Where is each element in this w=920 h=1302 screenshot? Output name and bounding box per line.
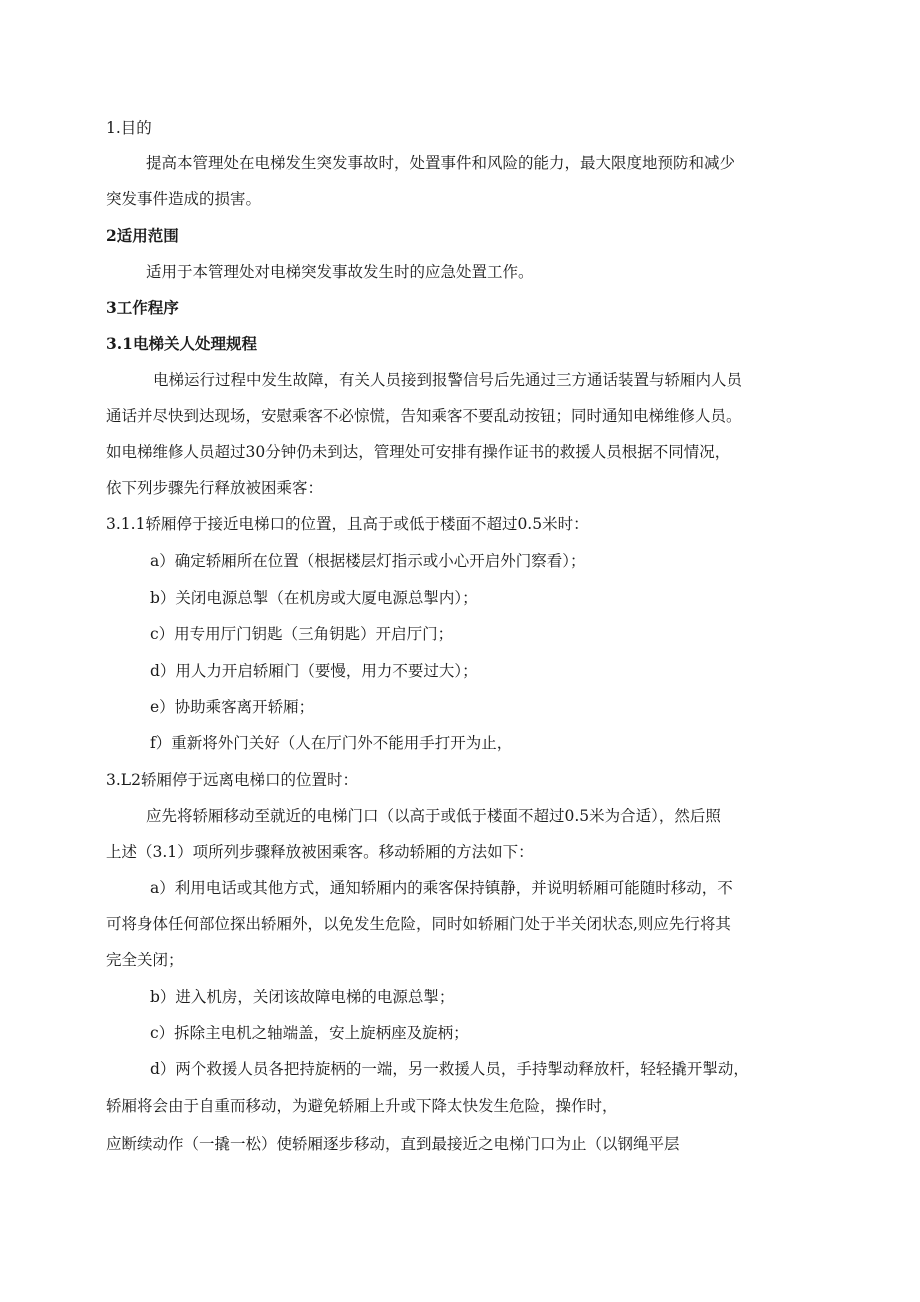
list-item: d）用人力开启轿厢门（要慢，用力不要过大）；: [150, 662, 478, 680]
section-3-1-1-heading: 3.1.1轿厢停于接近电梯口的位置，且高于或低于楼面不超过0.5米时：: [106, 515, 589, 533]
section-3-1-para-line: 依下列步骤先行释放被困乘客：: [106, 479, 324, 497]
section-2-heading: 2适用范围: [106, 226, 179, 245]
section-3-1-2-para-line: 应先将轿厢移动至就近的电梯门口（以高于或低于楼面不超过0.5米为合适），然后照: [146, 807, 721, 825]
list-item: a）确定轿厢所在位置（根据楼层灯指示或小心开启外门察看）；: [150, 552, 586, 570]
section-3-1-para-line: 通话并尽快到达现场，安慰乘客不必惊慌，告知乘客不要乱动按钮；同时通知电梯维修人员。: [106, 407, 742, 425]
section-1-para-line: 突发事件造成的损害。: [106, 190, 262, 208]
list-item-continuation: 可将身体任何部位探出轿厢外，以免发生危险，同时如轿厢门处于半关闭状态,则应先行将其: [106, 915, 731, 933]
section-2-para-line: 适用于本管理处对电梯突发事故发生时的应急处置工作。: [146, 263, 534, 281]
list-item: e）协助乘客离开轿厢；: [150, 698, 315, 716]
list-item: a）利用电话或其他方式，通知轿厢内的乘客保持镇静，并说明轿厢可能随时移动，不: [150, 879, 733, 897]
section-3-1-2-heading: 3.L2轿厢停于远离电梯口的位置时：: [106, 771, 358, 789]
list-item-continuation: 轿厢将会由于自重而移动，为避免轿厢上升或下降太快发生危险，操作时，: [106, 1097, 618, 1115]
section-3-1-para-line: 如电梯维修人员超过30分钟仍未到达，管理处可安排有操作证书的救援人员根据不同情况，: [106, 443, 731, 461]
section-1-heading: 1.目的: [106, 119, 152, 137]
list-item: b）进入机房，关闭该故障电梯的电源总掣；: [150, 988, 455, 1006]
list-item: c）用专用厅门钥匙（三角钥匙）开启厅门；: [150, 625, 454, 643]
section-1-para-line: 提高本管理处在电梯发生突发事故时，处置事件和风险的能力，最大限度地预防和减少: [146, 154, 736, 172]
section-3-1-para-line: 电梯运行过程中发生故障，有关人员接到报警信号后先通过三方通话装置与轿厢内人员: [153, 371, 743, 389]
list-item: c）拆除主电机之轴端盖，安上旋柄座及旋柄；: [150, 1024, 469, 1042]
list-item: d）两个救援人员各把持旋柄的一端，另一救援人员，手持掣动释放杆，轻轻撬开掣动，: [150, 1060, 749, 1078]
list-item: b）关闭电源总掣（在机房或大厦电源总掣内）；: [150, 589, 478, 607]
section-3-1-2-para-line: 上述（3.1）项所列步骤释放被困乘客。移动轿厢的方法如下：: [106, 843, 534, 861]
section-3-heading: 3工作程序: [106, 298, 179, 317]
list-item-continuation: 应断续动作（一撬一松）使轿厢逐步移动，直到最接近之电梯门口为止（以钢绳平层: [106, 1135, 680, 1153]
section-3-1-heading: 3.1电梯关人处理规程: [106, 334, 257, 353]
list-item: f）重新将外门关好（人在厅门外不能用手打开为止，: [150, 734, 513, 752]
list-item-continuation: 完全关闭；: [106, 951, 184, 969]
